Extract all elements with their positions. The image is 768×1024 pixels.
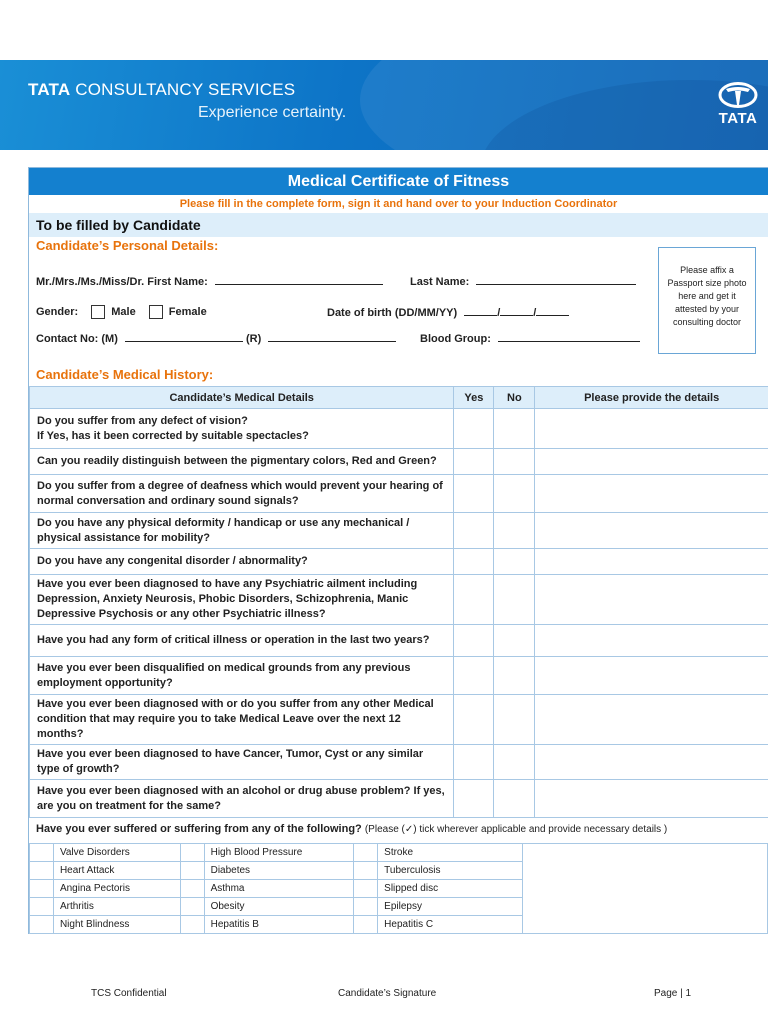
dob-day-field[interactable]: [464, 305, 497, 316]
company-name: TATA CONSULTANCY SERVICES: [28, 80, 296, 99]
dob-separator: /: [497, 307, 501, 319]
details-cell[interactable]: [535, 549, 768, 575]
ailment-checkbox-cell[interactable]: [354, 844, 378, 862]
column-header: Candidate’s Medical Details: [30, 387, 454, 409]
ailment-checkbox-cell[interactable]: [180, 898, 204, 916]
question-cell: Have you ever been diagnosed with or do you suffer from any other Medical condition that may require you to take Medical Leave over the next 12 months?: [30, 695, 454, 745]
ailment-label: Hepatitis B: [204, 916, 354, 934]
table-row: [30, 657, 768, 695]
table-row: [30, 695, 768, 745]
details-cell[interactable]: [535, 513, 768, 549]
ailment-checkbox-cell[interactable]: [30, 862, 54, 880]
no-cell[interactable]: [494, 625, 535, 657]
blood-group-label: Blood Group:: [420, 333, 491, 345]
yes-cell[interactable]: [454, 549, 494, 575]
dob-month-field[interactable]: [500, 305, 533, 316]
contact-residence-label: (R): [246, 333, 262, 345]
yes-cell[interactable]: [454, 625, 494, 657]
no-cell[interactable]: [494, 575, 535, 625]
yes-cell[interactable]: [454, 409, 494, 449]
yes-cell[interactable]: [454, 575, 494, 625]
details-cell[interactable]: [535, 780, 768, 818]
first-name-label: Mr./Mrs./Ms./Miss/Dr. First Name:: [36, 276, 208, 288]
blood-group-row: [420, 331, 640, 345]
column-header: Please provide the details: [535, 387, 768, 409]
yes-cell[interactable]: [454, 449, 494, 475]
ailment-label: Epilepsy: [378, 898, 523, 916]
no-cell[interactable]: [494, 409, 535, 449]
yes-cell[interactable]: [454, 780, 494, 818]
table-row: [30, 780, 768, 818]
table-row: [30, 409, 768, 449]
ailment-checkbox-cell[interactable]: [180, 916, 204, 934]
table-row: [30, 745, 768, 780]
tata-emblem-icon: [718, 82, 758, 108]
table-row: [30, 549, 768, 575]
personal-details-heading: Candidate’s Personal Details:: [36, 238, 219, 253]
yes-cell[interactable]: [454, 513, 494, 549]
dob-year-field[interactable]: [536, 305, 569, 316]
tata-logo-word: TATA: [718, 110, 758, 127]
table-row: [30, 575, 768, 625]
blood-group-field[interactable]: [498, 331, 640, 342]
dob-row: [327, 305, 569, 319]
ailment-label: Hepatitis C: [378, 916, 523, 934]
table-row: [30, 475, 768, 513]
ailment-label: Heart Attack: [53, 862, 180, 880]
ailment-label: Tuberculosis: [378, 862, 523, 880]
ailment-row: [30, 844, 768, 862]
ailment-checkbox-cell[interactable]: [180, 844, 204, 862]
column-header: Yes: [454, 387, 494, 409]
ailment-checkbox-cell[interactable]: [30, 880, 54, 898]
no-cell[interactable]: [494, 513, 535, 549]
ailment-checkbox-cell[interactable]: [354, 916, 378, 934]
no-cell[interactable]: [494, 745, 535, 780]
ailment-label: Arthritis: [53, 898, 180, 916]
details-cell[interactable]: [535, 657, 768, 695]
form-title: Medical Certificate of Fitness: [29, 168, 768, 195]
contact-mobile-label: Contact No: (M): [36, 333, 118, 345]
ailment-label: Slipped disc: [378, 880, 523, 898]
male-label: Male: [111, 305, 136, 318]
company-tagline: Experience certainty.: [198, 104, 347, 121]
form-instruction: Please fill in the complete form, sign it and hand over to your Induction Coordinator: [179, 198, 618, 210]
ailments-table: [29, 843, 768, 934]
ailment-label: Asthma: [204, 880, 354, 898]
contact-mobile-field[interactable]: [125, 331, 243, 342]
question-cell: Can you readily distinguish between the pigmentary colors, Red and Green?: [30, 449, 454, 475]
no-cell[interactable]: [494, 549, 535, 575]
column-header: No: [494, 387, 535, 409]
ailment-label: Obesity: [204, 898, 354, 916]
ailment-checkbox-cell[interactable]: [180, 880, 204, 898]
table-row: [30, 625, 768, 657]
last-name-row: [410, 274, 636, 288]
details-cell[interactable]: [535, 449, 768, 475]
last-name-label: Last Name:: [410, 276, 470, 288]
female-label: Female: [168, 305, 207, 318]
yes-cell[interactable]: [454, 475, 494, 513]
ailment-checkbox-cell[interactable]: [30, 916, 54, 934]
details-cell[interactable]: [535, 745, 768, 780]
footer-signature-label: Candidate’s Signature: [338, 988, 437, 999]
no-cell[interactable]: [494, 657, 535, 695]
medical-history-heading: Candidate’s Medical History:: [36, 367, 214, 382]
ailment-label: Diabetes: [204, 862, 354, 880]
male-checkbox[interactable]: [91, 305, 105, 319]
footer-confidential: TCS Confidential: [91, 988, 167, 999]
question-cell: Have you ever been diagnosed to have any Psychiatric ailment including Depression, Anxiety Neurosis, Phobic Disorders, Schizophrenia, Manic Depressive Psychosis or any other Psychiatric illness?: [30, 575, 454, 625]
details-cell[interactable]: [535, 575, 768, 625]
question-cell: Have you ever been diagnosed with an alcohol or drug abuse problem? If yes, are you on treatment for the same?: [30, 780, 454, 818]
no-cell[interactable]: [494, 449, 535, 475]
ailment-checkbox-cell[interactable]: [354, 862, 378, 880]
details-cell[interactable]: [535, 475, 768, 513]
ailments-question-text: Have you ever suffered or suffering from any of the following?: [36, 823, 362, 835]
ailment-label: Night Blindness: [53, 916, 180, 934]
yes-cell[interactable]: [454, 657, 494, 695]
name-row: [36, 274, 383, 288]
medical-form: [28, 167, 768, 934]
details-cell[interactable]: [535, 625, 768, 657]
ailment-checkbox-cell[interactable]: [30, 898, 54, 916]
question-cell: Have you ever been disqualified on medical grounds from any previous employment opportunity?: [30, 657, 454, 695]
header-banner: [0, 60, 768, 150]
yes-cell[interactable]: [454, 745, 494, 780]
gender-row: [36, 305, 207, 319]
last-name-field[interactable]: [476, 274, 636, 285]
question-cell: Do you have any physical deformity / handicap or use any mechanical / physical assistance for mobility?: [30, 513, 454, 549]
question-cell: Do you have any congenital disorder / abnormality?: [30, 549, 454, 575]
no-cell[interactable]: [494, 695, 535, 745]
female-checkbox[interactable]: [149, 305, 163, 319]
contact-row: [36, 331, 396, 345]
details-cell[interactable]: [535, 409, 768, 449]
ailment-checkbox-cell[interactable]: [30, 844, 54, 862]
ailment-label: Stroke: [378, 844, 523, 862]
ailment-checkbox-cell[interactable]: [354, 880, 378, 898]
question-cell: Have you ever been diagnosed to have Cancer, Tumor, Cyst or any similar type of growth?: [30, 745, 454, 780]
first-name-field[interactable]: [215, 274, 383, 285]
table-header-row: [30, 387, 768, 409]
ailments-note: (Please (✓) tick wherever applicable and provide necessary details ): [364, 824, 668, 835]
ailment-details-cell[interactable]: [522, 844, 767, 934]
details-cell[interactable]: [535, 695, 768, 745]
ailments-question: [36, 823, 667, 835]
medical-history-table: [29, 386, 768, 818]
question-cell: Have you had any form of critical illness or operation in the last two years?: [30, 625, 454, 657]
section-heading: To be filled by Candidate: [29, 213, 768, 237]
tata-logo: [712, 82, 764, 127]
ailment-checkbox-cell[interactable]: [180, 862, 204, 880]
question-cell: Do you suffer from any defect of vision? If Yes, has it been corrected by suitable spectacles?: [30, 409, 454, 449]
dob-separator: /: [533, 307, 537, 319]
question-cell: Do you suffer from a degree of deafness which would prevent your hearing of normal conversation and ordinary sound signals?: [30, 475, 454, 513]
no-cell[interactable]: [494, 475, 535, 513]
photo-placeholder: Please affix a Passport size photo here and get it attested by your consulting doctor: [658, 247, 756, 354]
ailment-label: High Blood Pressure: [204, 844, 354, 862]
no-cell[interactable]: [494, 780, 535, 818]
footer-page-number: Page | 1: [654, 988, 692, 999]
ailment-label: Angina Pectoris: [53, 880, 180, 898]
gender-label: Gender:: [36, 305, 79, 318]
table-row: [30, 449, 768, 475]
ailment-checkbox-cell[interactable]: [354, 898, 378, 916]
table-row: [30, 513, 768, 549]
yes-cell[interactable]: [454, 695, 494, 745]
dob-label: Date of birth (DD/MM/YY): [327, 307, 458, 319]
ailment-label: Valve Disorders: [53, 844, 180, 862]
contact-residence-field[interactable]: [268, 331, 396, 342]
